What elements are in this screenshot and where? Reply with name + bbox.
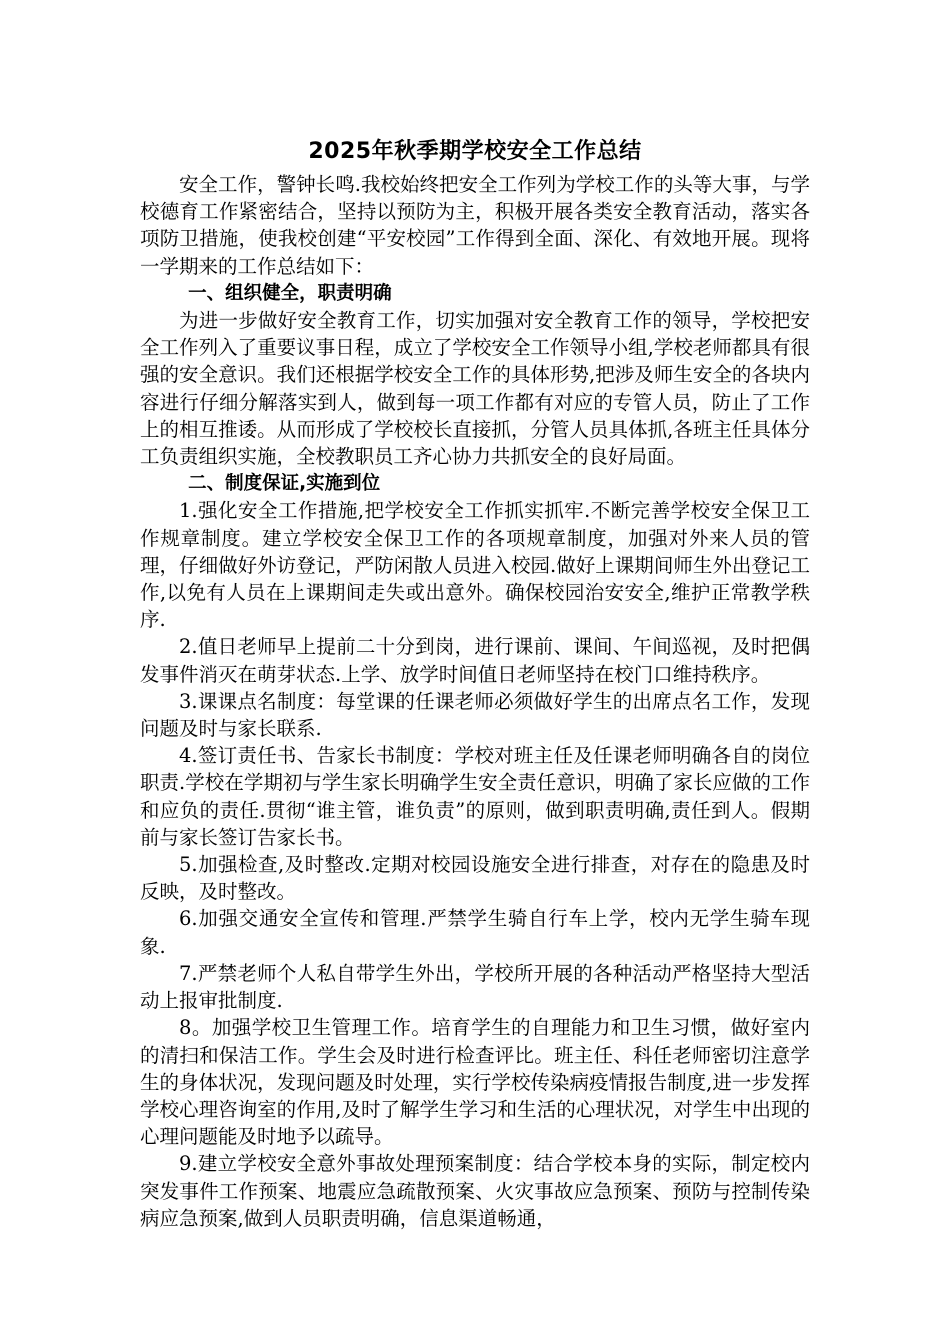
intro-paragraph: 安全工作，警钟长鸣.我校始终把安全工作列为学校工作的头等大事，与学校德育工作紧密结合，坚持以预防为主，积极开展各类安全教育活动，落实各项防卫措施，使我校创建“平安校园”工作得到全面、深化、有效地开展。现将一学期来的工作总结如下：: [140, 173, 810, 278]
document-title: 2025年秋季期学校安全工作总结: [308, 139, 642, 164]
section-heading-organization: 一、组织健全，职责明确: [188, 282, 392, 304]
list-item-8: 8。加强学校卫生管理工作。培育学生的自理能力和卫生习惯，做好室内的清扫和保洁工作。学生会及时进行检查评比。班主任、科任老师密切注意学生的身体状况，发现问题及时处理，实行学校传染病疫情报告制度,进一步发挥学校心理咨询室的作用,及时了解学生学习和生活的心理状况，对学生中出现的心理问题能及时地予以疏导。: [140, 1016, 810, 1149]
section-paragraph-organization: 为进一步做好安全教育工作，切实加强对安全教育工作的领导，学校把安全工作列入了重要议事日程，成立了学校安全工作领导小组,学校老师都具有很强的安全意识。我们还根据学校安全工作的具体形势,把涉及师生安全的各块内容进行仔细分解落实到人，做到每一项工作都有对应的专管人员，防止了工作上的相互推诿。从而形成了学校校长直接抓，分管人员具体抓,各班主任具体分工负责组织实施，全校教职员工齐心协力共抓安全的良好局面。: [140, 309, 810, 469]
list-item-3: 3.课课点名制度：每堂课的任课老师必须做好学生的出席点名工作，发现问题及时与家长联系.: [140, 689, 810, 741]
section-heading-system: 二、制度保证,实施到位: [188, 473, 381, 495]
list-item-2: 2.值日老师早上提前二十分到岗，进行课前、课间、午间巡视，及时把偶发事件消灭在萌芽状态.上学、放学时间值日老师坚持在校门口维持秩序。: [140, 635, 810, 686]
list-item-5: 5.加强检查,及时整改.定期对校园设施安全进行排查，对存在的隐患及时反映，及时整改。: [140, 853, 810, 904]
document-body: [140, 133, 810, 1232]
list-item-9: 9.建立学校安全意外事故处理预案制度：结合学校本身的实际，制定校内突发事件工作预案、地震应急疏散预案、火灾事故应急预案、预防与控制传染病应急预案,做到人员职责明确，信息渠道畅通，: [140, 1152, 810, 1230]
list-item-6: 6.加强交通安全宣传和管理.严禁学生骑自行车上学，校内无学生骑车现象.: [140, 907, 810, 958]
list-item-1: 1.强化安全工作措施,把学校安全工作抓实抓牢.不断完善学校安全保卫工作规章制度。建立学校安全保卫工作的各项规章制度，加强对外来人员的管理，仔细做好外访登记，严防闲散人员进入校园.做好上课期间师生外出登记工作,以免有人员在上课期间走失或出意外。确保校园治安安全,维护正常教学秩序.: [140, 499, 810, 632]
list-item-4: 4.签订责任书、告家长书制度：学校对班主任及任课老师明确各自的岗位职责.学校在学期初与学生家长明确学生安全责任意识，明确了家长应做的工作和应负的责任.贯彻“谁主管，谁负责”的原则，做到职责明确,责任到人。假期前与家长签订告家长书。: [140, 744, 810, 849]
list-item-7: 7.严禁老师个人私自带学生外出，学校所开展的各种活动严格坚持大型活动上报审批制度.: [140, 961, 810, 1013]
